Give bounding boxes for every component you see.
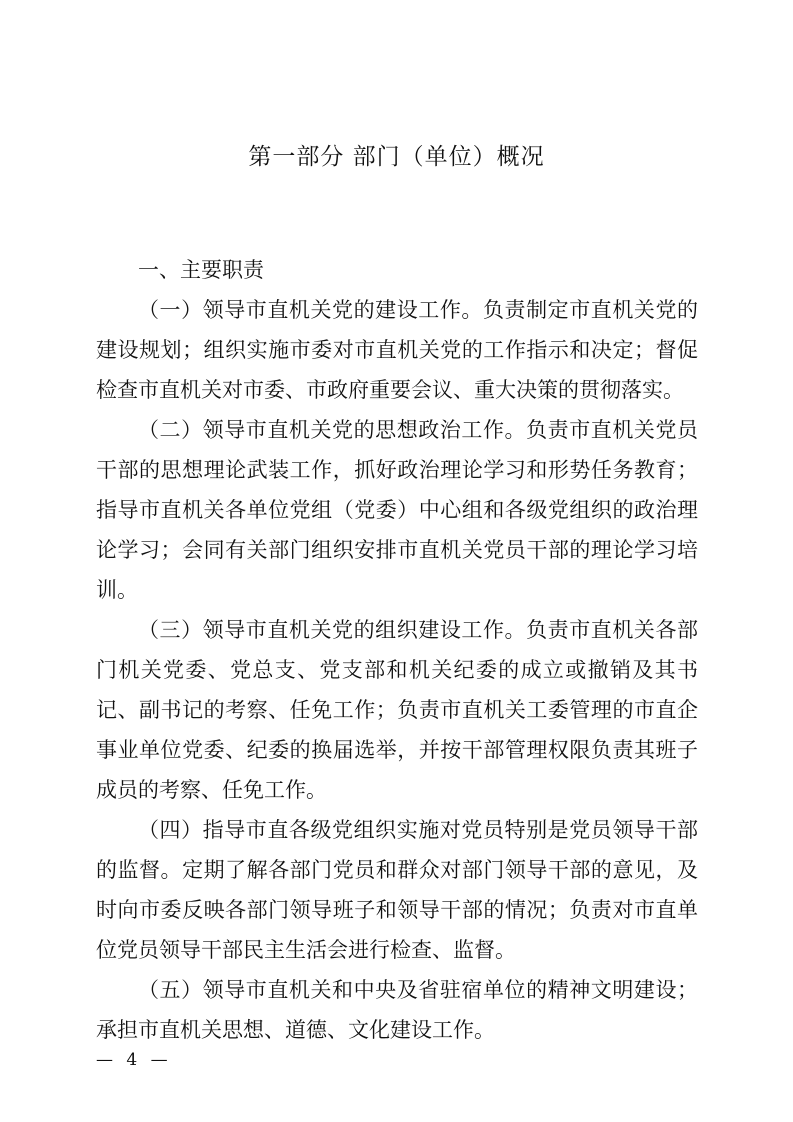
document-body (96, 250, 698, 1050)
page-title: 第一部分 部门（单位）概况 (248, 144, 545, 170)
paragraph-1: （一）领导市直机关党的建设工作。负责制定市直机关党的建设规划；组织实施市委对市直机关党的工作指示和决定；督促检查市直机关对市委、市政府重要会议、重大决策的贯彻落实。 (96, 298, 698, 402)
paragraph-3: （三）领导市直机关党的组织建设工作。负责市直机关各部门机关党委、党总支、党支部和机关纪委的成立或撤销及其书记、副书记的考察、任免工作；负责市直机关工委管理的市直企事业单位党委、纪委的换届选举，并按干部管理权限负责其班子成员的考察、任免工作。 (96, 618, 698, 802)
page-number: — 4 — (96, 1050, 172, 1070)
paragraph-2: （二）领导市直机关党的思想政治工作。负责市直机关党员干部的思想理论武装工作，抓好政治理论学习和形势任务教育；指导市直机关各单位党组（党委）中心组和各级党组织的政治理论学习；会同有关部门组织安排市直机关党员干部的理论学习培训。 (96, 418, 698, 602)
paragraph-5: （五）领导市直机关和中央及省驻宿单位的精神文明建设；承担市直机关思想、道德、文化建设工作。 (96, 978, 698, 1042)
paragraph-4: （四）指导市直各级党组织实施对党员特别是党员领导干部的监督。定期了解各部门党员和群众对部门领导干部的意见，及时向市委反映各部门领导班子和领导干部的情况；负责对市直单位党员领导干部民主生活会进行检查、监督。 (96, 818, 698, 962)
section-heading: 一、主要职责 (138, 258, 264, 282)
